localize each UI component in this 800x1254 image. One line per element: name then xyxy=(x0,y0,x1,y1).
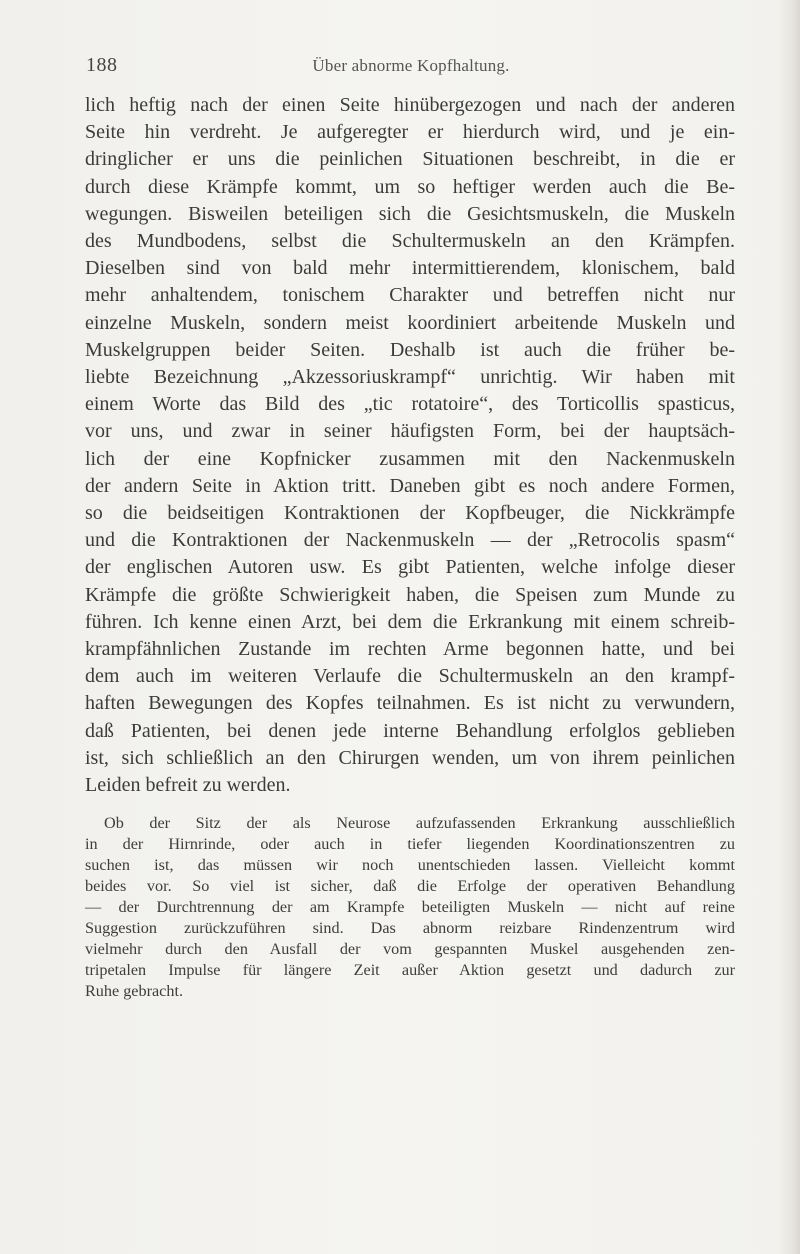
text-line: der englischen Autoren usw. Es gibt Patienten, welche infolge dieser xyxy=(85,556,735,579)
text-line: Leiden befreit zu werden. xyxy=(85,774,291,797)
text-line: Seite hin verdreht. Je aufgeregter er hierdurch wird, und je ein- xyxy=(85,121,735,144)
text-line: mehr anhaltendem, tonischem Charakter und betreffen nicht nur xyxy=(85,284,735,307)
main-paragraph xyxy=(85,92,735,799)
text-line: daß Patienten, bei denen jede interne Behandlung erfolglos geblieben xyxy=(85,719,735,742)
text-line: einzelne Muskeln, sondern meist koordiniert arbeitende Muskeln und xyxy=(85,311,735,334)
text-line: in der Hirnrinde, oder auch in tiefer liegenden Koordinationszentren zu xyxy=(85,835,735,854)
text-line: und die Kontraktionen der Nackenmuskeln — der „Retrocolis spasm“ xyxy=(85,529,735,552)
text-line: Krämpfe die größte Schwierigkeit haben, die Speisen zum Munde zu xyxy=(85,583,735,606)
text-line: vielmehr durch den Ausfall der vom gespannten Muskel ausgehenden zen- xyxy=(85,940,735,959)
text-line: beides vor. So viel ist sicher, daß die Erfolge der operativen Behandlung xyxy=(85,877,735,896)
text-line: haften Bewegungen des Kopfes teilnahmen. Es ist nicht zu verwundern, xyxy=(85,692,735,715)
text-line: tripetalen Impulse für längere Zeit außer Aktion gesetzt und dadurch zur xyxy=(85,961,735,980)
text-line: einem Worte das Bild des „tic rotatoire“, des Torticollis spasticus, xyxy=(85,393,735,416)
text-line: so die beidseitigen Kontraktionen der Kopfbeuger, die Nickkrämpfe xyxy=(85,502,735,525)
page-header xyxy=(86,54,736,82)
text-line: suchen ist, das müssen wir noch unentschieden lassen. Vielleicht kommt xyxy=(85,856,735,875)
text-line: Suggestion zurückzuführen sind. Das abnorm reizbare Rindenzentrum wird xyxy=(85,919,735,938)
text-line: — der Durchtrennung der am Krampfe beteiligten Muskeln — nicht auf reine xyxy=(85,898,735,917)
text-line: lich der eine Kopfnicker zusammen mit den Nackenmuskeln xyxy=(85,447,735,470)
text-line: liebte Bezeichnung „Akzessoriuskrampf“ unrichtig. Wir haben mit xyxy=(85,366,735,389)
text-line: führen. Ich kenne einen Arzt, bei dem die Erkrankung mit einem schreib- xyxy=(85,610,735,633)
text-line: des Mundbodens, selbst die Schultermuskeln an den Krämpfen. xyxy=(85,230,735,253)
small-print-paragraph xyxy=(85,813,735,1002)
text-line: wegungen. Bisweilen beteiligen sich die Gesichtsmuskeln, die Muskeln xyxy=(85,202,735,225)
text-line: vor uns, und zwar in seiner häufigsten Form, bei der hauptsäch- xyxy=(85,420,735,443)
text-line: dem auch im weiteren Verlaufe die Schultermuskeln an den krampf- xyxy=(85,665,735,688)
running-head: Über abnorme Kopfhaltung. xyxy=(312,56,510,75)
text-line: Muskelgruppen beider Seiten. Deshalb ist auch die früher be- xyxy=(85,338,735,361)
text-line: Ob der Sitz der als Neurose aufzufassenden Erkrankung ausschließlich xyxy=(104,814,735,833)
text-line: dringlicher er uns die peinlichen Situationen beschreibt, in die er xyxy=(85,148,735,171)
text-line: durch diese Krämpfe kommt, um so heftiger werden auch die Be- xyxy=(85,175,735,198)
text-line: der andern Seite in Aktion tritt. Daneben gibt es noch andere Formen, xyxy=(85,474,735,497)
text-line: ist, sich schließlich an den Chirurgen wenden, um von ihrem peinlichen xyxy=(85,746,735,769)
text-line: Ruhe gebracht. xyxy=(85,982,183,1001)
text-line: krampfähnlichen Zustande im rechten Arme begonnen hatte, und bei xyxy=(85,638,735,661)
text-line: Dieselben sind von bald mehr intermittierendem, klonischem, bald xyxy=(85,257,735,280)
page-number: 188 xyxy=(86,54,118,76)
body-text xyxy=(85,92,735,1002)
text-line: lich heftig nach der einen Seite hinübergezogen und nach der anderen xyxy=(85,94,735,116)
page-edge-shadow xyxy=(778,0,800,1254)
